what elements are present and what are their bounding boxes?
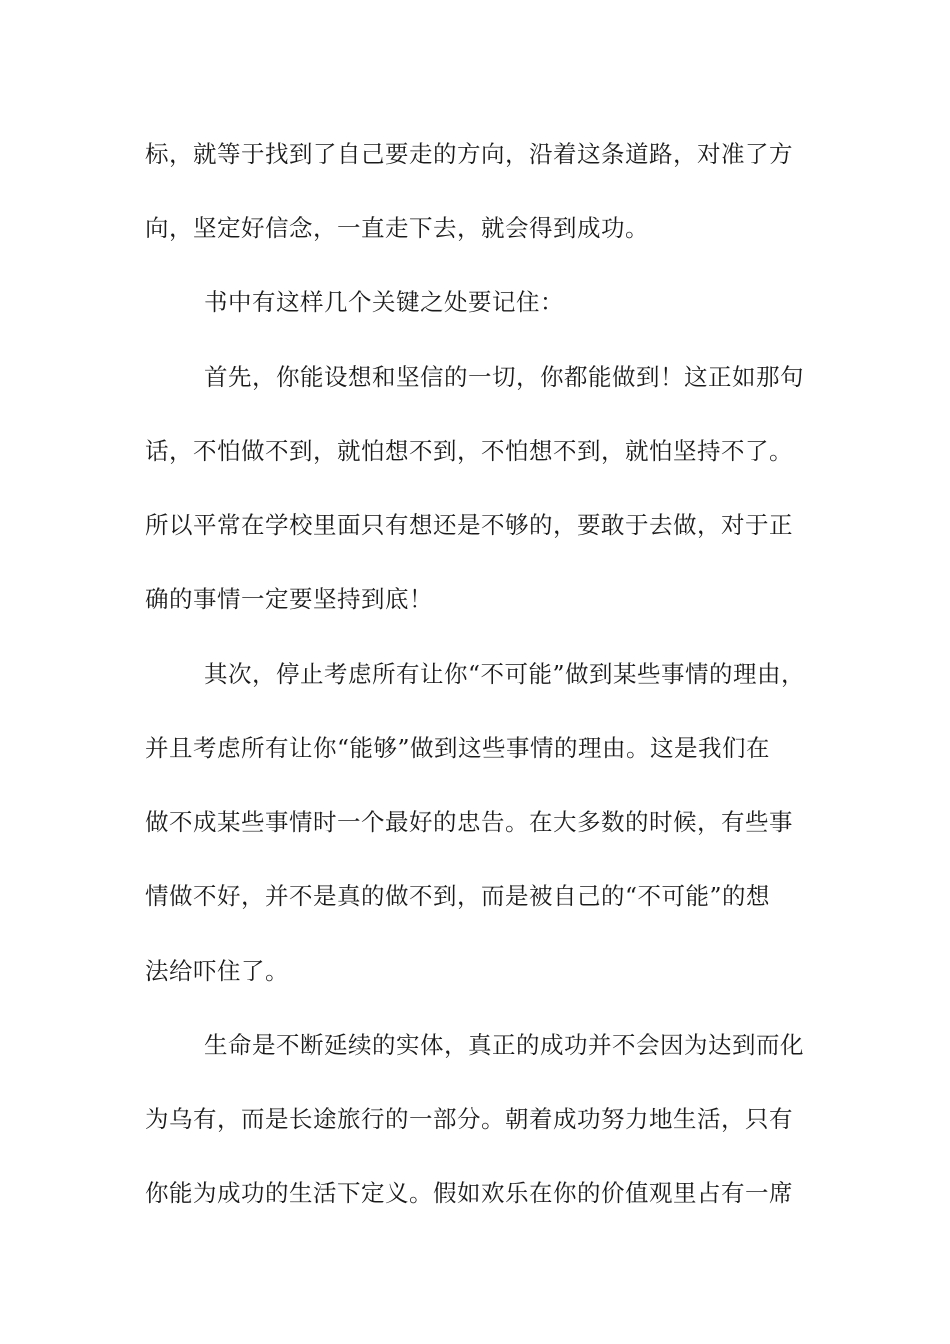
text-line: 确的事情一定要坚持到底！ — [145, 585, 433, 613]
text-line: 向，坚定好信念，一直走下去，就会得到成功。 — [145, 214, 649, 242]
text-line: 话，不怕做不到，就怕想不到，不怕想不到，就怕坚持不了。 — [145, 437, 793, 465]
text-line: 法给吓住了。 — [145, 957, 289, 985]
text-line: 书中有这样几个关键之处要记住： — [204, 288, 564, 316]
text-line: 生命是不断延续的实体，真正的成功并不会因为达到而化 — [204, 1031, 804, 1059]
text-line: 情做不好，并不是真的做不到，而是被自己的“不可能”的想 — [145, 882, 771, 910]
text-line: 其次，停止考虑所有让你“不可能”做到某些事情的理由， — [204, 660, 806, 688]
text-line: 为乌有，而是长途旅行的一部分。朝着成功努力地生活，只有 — [145, 1105, 793, 1133]
text-line: 并且考虑所有让你“能够”做到这些事情的理由。这是我们在 — [145, 734, 771, 762]
text-line: 你能为成功的生活下定义。假如欢乐在你的价值观里占有一席 — [145, 1179, 793, 1207]
text-line: 标，就等于找到了自己要走的方向，沿着这条道路，对准了方 — [145, 140, 793, 168]
text-line: 所以平常在学校里面只有想还是不够的，要敢于去做，对于正 — [145, 511, 793, 539]
text-line: 做不成某些事情时一个最好的忠告。在大多数的时候，有些事 — [145, 808, 793, 836]
text-line: 首先，你能设想和坚信的一切，你都能做到！这正如那句 — [204, 363, 804, 391]
